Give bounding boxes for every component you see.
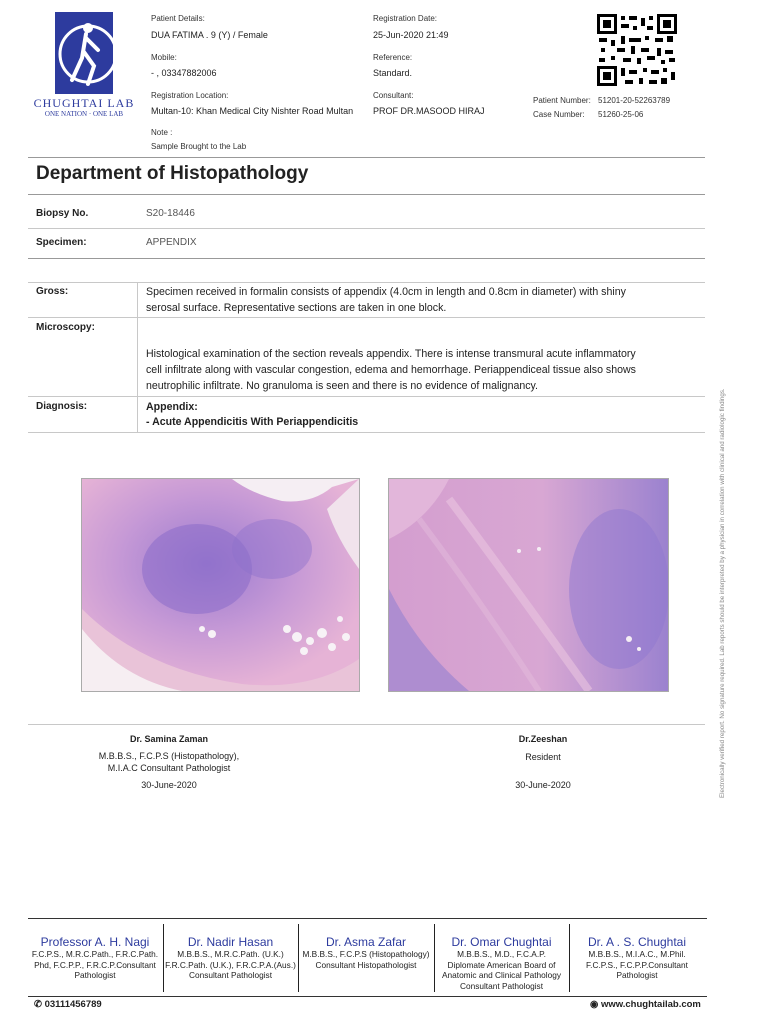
table-top-border: [28, 282, 705, 283]
footer-doctor-qual: Consultant Histopathologist: [315, 959, 417, 970]
footer-doctor-qual: F.R.C.Path. (U.K.), F.R.C.P.A.(Aus.): [165, 959, 296, 970]
biopsy-value: S20-18446: [146, 208, 195, 219]
reference-label: Reference:: [373, 53, 413, 62]
footer-doctor-qual: F.C.P.S., M.R.C.Path., F.R.C.Path.: [31, 949, 159, 959]
histology-image-right: [388, 478, 669, 692]
footer-doctor-qual: M.B.B.S., M.D., F.C.A.P.: [457, 949, 546, 959]
signature-name: Dr.Zeeshan: [518, 734, 568, 744]
footer-doctor-qual: M.B.B.S., M.I.A.C., M.Phil.: [588, 949, 686, 959]
table-bottom-border: [28, 432, 705, 433]
row-divider: [28, 317, 705, 318]
footer-website[interactable]: [590, 999, 701, 1010]
verification-side-note: Electronically verified report. No signature required. Lab reports should be interpreted by a physician in correlation with clinical and radiologic findings.: [719, 388, 726, 798]
phone-icon: ✆: [34, 999, 42, 1010]
logo-tagline: ONE NATION · ONE LAB: [44, 110, 124, 118]
case-number-label: Case Number:: [533, 110, 585, 119]
footer-doctor-qual: M.B.B.S., M.R.C.Path. (U.K.): [177, 949, 284, 959]
signature-qualification: Resident: [525, 752, 561, 762]
patient-details: DUA FATIMA . 9 (Y) / Female: [151, 30, 268, 40]
row-divider: [28, 258, 705, 259]
footer-doctor-qual: Consultant Pathologist: [188, 970, 273, 980]
globe-icon: ◉: [590, 999, 599, 1010]
specimen-value: APPENDIX: [146, 237, 197, 248]
microscopy-label: Microscopy:: [36, 322, 95, 333]
logo-brand: CHUGHTAI LAB: [33, 96, 135, 110]
note-value: Sample Brought to the Lab: [151, 142, 247, 151]
footer-doctor-qual: M.B.B.S., F.C.P.S (Histopathology): [302, 949, 430, 959]
signature-name: Dr. Samina Zaman: [129, 734, 209, 744]
patient-number: 51201-20-52263789: [598, 96, 671, 105]
gross-line-1: Specimen received in formalin consists of appendix (4.0cm in length and 0.8cm in diameter) with shiny: [146, 286, 626, 298]
microscopy-line-3: neutrophilic infiltrate. No granuloma is seen and there is no evidence of malignancy.: [146, 380, 538, 392]
qr-code-icon: [597, 14, 677, 86]
patient-number-label: Patient Number:: [533, 96, 591, 105]
gross-label: Gross:: [36, 286, 69, 297]
footer-doctor: [568, 935, 706, 981]
consultant-value: PROF DR.MASOOD HIRAJ: [373, 106, 485, 116]
chughtai-lab-logo: [28, 10, 140, 122]
phone-number: 03111456789: [44, 999, 102, 1010]
registration-date: 25-Jun-2020 21:49: [373, 30, 449, 40]
signature-divider: [28, 724, 705, 725]
note-label: Note :: [151, 128, 173, 137]
histology-image-left: [81, 478, 360, 692]
footer-doctor: [162, 935, 299, 981]
footer-doctor-qual: F.C.P.S., F.C.P.P.Consultant: [586, 959, 688, 970]
row-divider: [28, 396, 705, 397]
footer-doctor-name: Professor A. H. Nagi: [40, 935, 150, 949]
registration-date-label: Registration Date:: [373, 14, 438, 23]
footer-doctor-qual: Diplomate American Board of: [447, 959, 556, 970]
registration-location: Multan-10: Khan Medical City Nishter Road Multan: [151, 106, 354, 116]
footer-doctor: [433, 935, 570, 991]
footer-doctor-qual: Phd, F.C.P.P., F.R.C.P.Consultant: [34, 959, 156, 970]
footer-doctor: [26, 935, 164, 981]
diagnosis-label: Diagnosis:: [36, 401, 88, 412]
footer-doctor-qual: Anatomic and Clinical Pathology: [442, 970, 561, 980]
signature-qualification: M.B.B.S., F.C.P.S (Histopathology),: [98, 751, 240, 761]
footer-doctor-qual: Pathologist: [616, 970, 658, 980]
website-link: www.chughtailab.com: [600, 999, 701, 1010]
case-number: 51260-25-06: [598, 110, 644, 119]
footer-doctor-name: Dr. Omar Chughtai: [451, 935, 552, 949]
signature-date: 30-June-2020: [141, 780, 197, 790]
footer-doctor-qual: Consultant Pathologist: [459, 980, 544, 991]
reference-value: Standard.: [373, 68, 413, 78]
header-divider: [28, 157, 705, 158]
biopsy-label: Biopsy No.: [36, 208, 89, 219]
footer-top-border: [28, 918, 707, 919]
patient-details-label: Patient Details:: [151, 14, 205, 23]
consultant-label: Consultant:: [373, 91, 414, 100]
table-column-divider: [137, 282, 138, 432]
diagnosis-line-2: - Acute Appendicitis With Periappendicitis: [146, 416, 359, 428]
row-divider: [28, 228, 705, 229]
specimen-label: Specimen:: [36, 237, 87, 248]
mobile-value: - , 03347882006: [151, 68, 217, 78]
footer-doctor-name: Dr. Asma Zafar: [325, 935, 407, 949]
department-title: Department of Histopathology: [36, 163, 309, 184]
gross-line-2: serosal surface. Representative sections are taken in one block.: [146, 302, 447, 314]
title-divider: [28, 194, 705, 195]
footer-doctor-qual: Pathologist: [74, 970, 116, 980]
footer-doctor-name: Dr. Nadir Hasan: [187, 935, 274, 949]
microscopy-line-1: Histological examination of the section reveals appendix. There is intense transmural acute inflammatory: [146, 348, 636, 360]
mobile-label: Mobile:: [151, 53, 177, 62]
signature-qualification: M.I.A.C Consultant Pathologist: [107, 763, 231, 773]
footer-doctor: [297, 935, 435, 970]
footer-bottom-border: [28, 996, 707, 997]
footer-doctor-name: Dr. A . S. Chughtai: [587, 935, 687, 949]
microscopy-line-2: cell infiltrate along with vascular congestion, edema and hemorrhage. Periappendiceal tissue also shows: [146, 364, 636, 376]
footer-phone[interactable]: [34, 999, 102, 1010]
diagnosis-line-1: Appendix:: [146, 401, 198, 413]
signature-date: 30-June-2020: [515, 780, 571, 790]
registration-location-label: Registration Location:: [151, 91, 229, 100]
